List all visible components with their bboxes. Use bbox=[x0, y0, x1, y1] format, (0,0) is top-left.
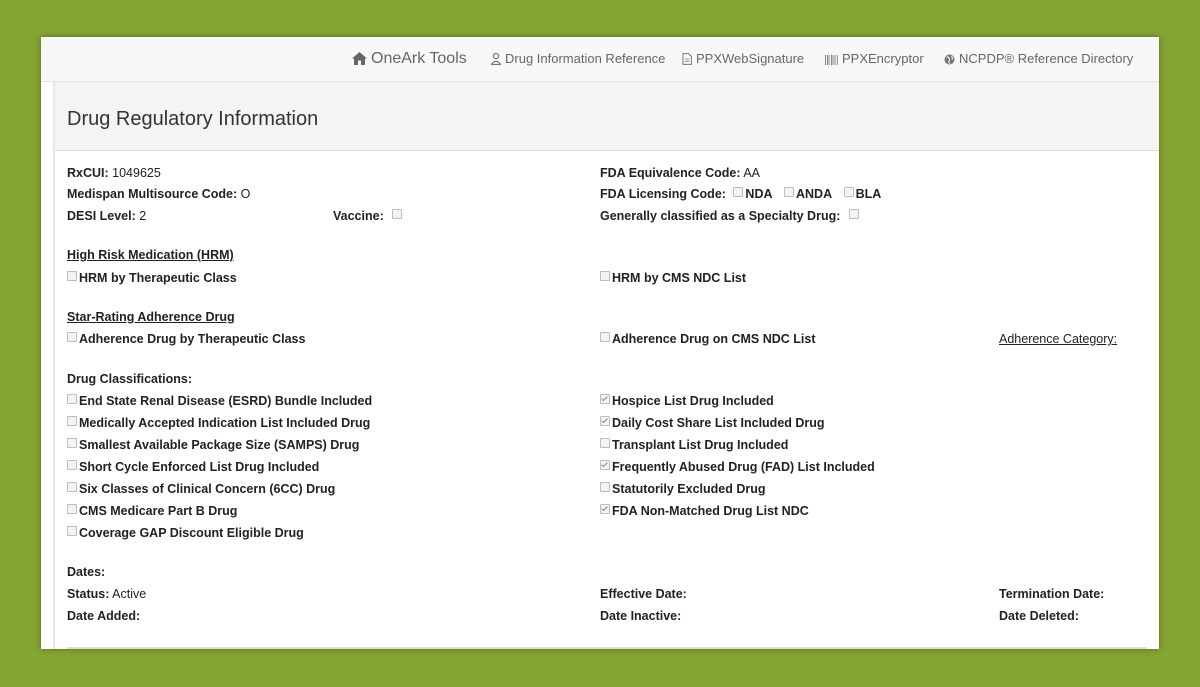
classification-label: Smallest Available Package Size (SAMPS) Drug bbox=[79, 438, 360, 452]
nav-drug-information-reference[interactable] bbox=[491, 51, 665, 66]
classification-item bbox=[67, 394, 372, 408]
nda-label: NDA bbox=[745, 187, 773, 201]
classification-item bbox=[600, 482, 766, 496]
status-label: Status: bbox=[67, 587, 110, 601]
anda-label: ANDA bbox=[796, 187, 833, 201]
vaccine-checkbox[interactable] bbox=[392, 209, 402, 219]
vaccine-field bbox=[333, 209, 404, 223]
classification-checkbox[interactable] bbox=[600, 504, 610, 514]
status-field bbox=[67, 587, 146, 601]
classification-item bbox=[67, 460, 319, 474]
adherence-cms-checkbox[interactable] bbox=[600, 332, 610, 342]
rxcui-field bbox=[67, 166, 161, 180]
classification-item bbox=[67, 526, 304, 540]
termination-date-label: Termination Date: bbox=[999, 587, 1105, 601]
classification-label: Coverage GAP Discount Eligible Drug bbox=[79, 526, 304, 540]
desi-field bbox=[67, 209, 146, 223]
hrm-cms-checkbox[interactable] bbox=[600, 271, 610, 281]
classification-item bbox=[67, 482, 335, 496]
nav-item-label: PPXEncryptor bbox=[842, 51, 924, 66]
nav-item-label: PPXWebSignature bbox=[696, 51, 805, 66]
fda-equivalence-label: FDA Equivalence Code: bbox=[600, 166, 741, 180]
file-icon bbox=[682, 53, 692, 65]
classification-label: Frequently Abused Drug (FAD) List Included bbox=[612, 460, 875, 474]
hrm-therapeutic-item bbox=[67, 271, 237, 285]
classification-checkbox[interactable] bbox=[67, 482, 77, 492]
classification-checkbox[interactable] bbox=[67, 526, 77, 536]
fda-licensing-label: FDA Licensing Code: bbox=[600, 187, 726, 201]
classification-label: CMS Medicare Part B Drug bbox=[79, 504, 238, 518]
medispan-field bbox=[67, 187, 250, 201]
classification-label: Statutorily Excluded Drug bbox=[612, 482, 766, 496]
classification-checkbox[interactable] bbox=[67, 504, 77, 514]
nda-checkbox[interactable] bbox=[733, 187, 743, 197]
bla-checkbox[interactable] bbox=[844, 187, 854, 197]
adherence-category-link[interactable]: Adherence Category: bbox=[999, 332, 1118, 346]
bla-label: BLA bbox=[855, 187, 882, 201]
nav-ncpdp-reference-directory[interactable] bbox=[944, 51, 1133, 66]
classification-item bbox=[600, 438, 788, 452]
specialty-field bbox=[600, 209, 861, 223]
adherence-therapeutic-item bbox=[67, 332, 305, 346]
user-icon bbox=[491, 53, 501, 65]
desi-value: 2 bbox=[135, 209, 147, 223]
classifications-heading: Drug Classifications: bbox=[67, 372, 193, 386]
globe-icon bbox=[944, 54, 955, 65]
classification-checkbox[interactable] bbox=[67, 416, 77, 426]
hrm-cms-label: HRM by CMS NDC List bbox=[612, 271, 747, 285]
classification-item bbox=[600, 394, 774, 408]
app-window bbox=[41, 37, 1159, 649]
status-value: Active bbox=[109, 587, 147, 601]
classification-label: Medically Accepted Indication List Included Drug bbox=[79, 416, 371, 430]
classification-label: End State Renal Disease (ESRD) Bundle Included bbox=[79, 394, 373, 408]
classification-label: Six Classes of Clinical Concern (6CC) Drug bbox=[79, 482, 336, 496]
classification-item bbox=[67, 416, 370, 430]
fda-equivalence-value: AA bbox=[740, 166, 761, 180]
desi-label: DESI Level: bbox=[67, 209, 136, 223]
date-deleted-label: Date Deleted: bbox=[999, 609, 1079, 623]
classification-checkbox[interactable] bbox=[67, 438, 77, 448]
classification-checkbox[interactable] bbox=[600, 394, 610, 404]
adherence-therapeutic-label: Adherence Drug by Therapeutic Class bbox=[79, 332, 306, 346]
dates-heading: Dates: bbox=[67, 565, 106, 579]
classification-item bbox=[600, 416, 825, 430]
barcode-icon bbox=[825, 55, 838, 65]
adherence-cms-label: Adherence Drug on CMS NDC List bbox=[612, 332, 816, 346]
classification-checkbox[interactable] bbox=[600, 438, 610, 448]
rxcui-value: 1049625 bbox=[108, 166, 161, 180]
nav-item-label: NCPDP® Reference Directory bbox=[959, 51, 1134, 66]
top-navbar bbox=[41, 37, 1159, 82]
rxcui-label: RxCUI: bbox=[67, 166, 109, 180]
classification-checkbox[interactable] bbox=[600, 460, 610, 470]
home-icon bbox=[352, 52, 367, 65]
date-inactive-label: Date Inactive: bbox=[600, 609, 682, 623]
classification-label: Transplant List Drug Included bbox=[612, 438, 789, 452]
classification-checkbox[interactable] bbox=[600, 482, 610, 492]
classification-label: FDA Non-Matched Drug List NDC bbox=[612, 504, 809, 518]
hrm-therapeutic-label: HRM by Therapeutic Class bbox=[79, 271, 237, 285]
classification-item bbox=[67, 438, 359, 452]
nav-ppxencryptor[interactable] bbox=[825, 51, 924, 66]
classification-item bbox=[600, 460, 875, 474]
classification-item bbox=[600, 504, 809, 518]
fda-licensing-field bbox=[600, 187, 881, 201]
classification-checkbox[interactable] bbox=[67, 394, 77, 404]
nav-brand[interactable] bbox=[352, 50, 467, 68]
classification-label: Short Cycle Enforced List Drug Included bbox=[79, 460, 320, 474]
specialty-label: Generally classified as a Specialty Drug: bbox=[600, 209, 841, 223]
effective-date-label: Effective Date: bbox=[600, 587, 687, 601]
hrm-heading: High Risk Medication (HRM) bbox=[67, 248, 234, 262]
hrm-cms-item bbox=[600, 271, 746, 285]
fda-equivalence-field bbox=[600, 166, 760, 180]
adherence-therapeutic-checkbox[interactable] bbox=[67, 332, 77, 342]
classification-label: Daily Cost Share List Included Drug bbox=[612, 416, 825, 430]
classification-label: Hospice List Drug Included bbox=[612, 394, 774, 408]
nav-brand-label: OneArk Tools bbox=[371, 50, 467, 67]
classification-checkbox[interactable] bbox=[600, 416, 610, 426]
nav-ppxwebsignature[interactable] bbox=[682, 51, 804, 66]
star-rating-heading: Star-Rating Adherence Drug bbox=[67, 310, 235, 324]
vaccine-label: Vaccine: bbox=[333, 209, 384, 223]
anda-checkbox[interactable] bbox=[784, 187, 794, 197]
date-added-label: Date Added: bbox=[67, 609, 141, 623]
nav-item-label: Drug Information Reference bbox=[505, 51, 666, 66]
classification-item bbox=[67, 504, 237, 518]
classification-checkbox[interactable] bbox=[67, 460, 77, 470]
bottom-divider bbox=[67, 647, 1147, 649]
left-divider bbox=[53, 82, 55, 649]
medispan-label: Medispan Multisource Code: bbox=[67, 187, 238, 201]
page-title: Drug Regulatory Information bbox=[67, 108, 319, 130]
specialty-checkbox[interactable] bbox=[849, 209, 859, 219]
adherence-cms-item bbox=[600, 332, 816, 346]
medispan-value: O bbox=[237, 187, 251, 201]
hrm-therapeutic-checkbox[interactable] bbox=[67, 271, 77, 281]
panel-header bbox=[55, 82, 1159, 151]
